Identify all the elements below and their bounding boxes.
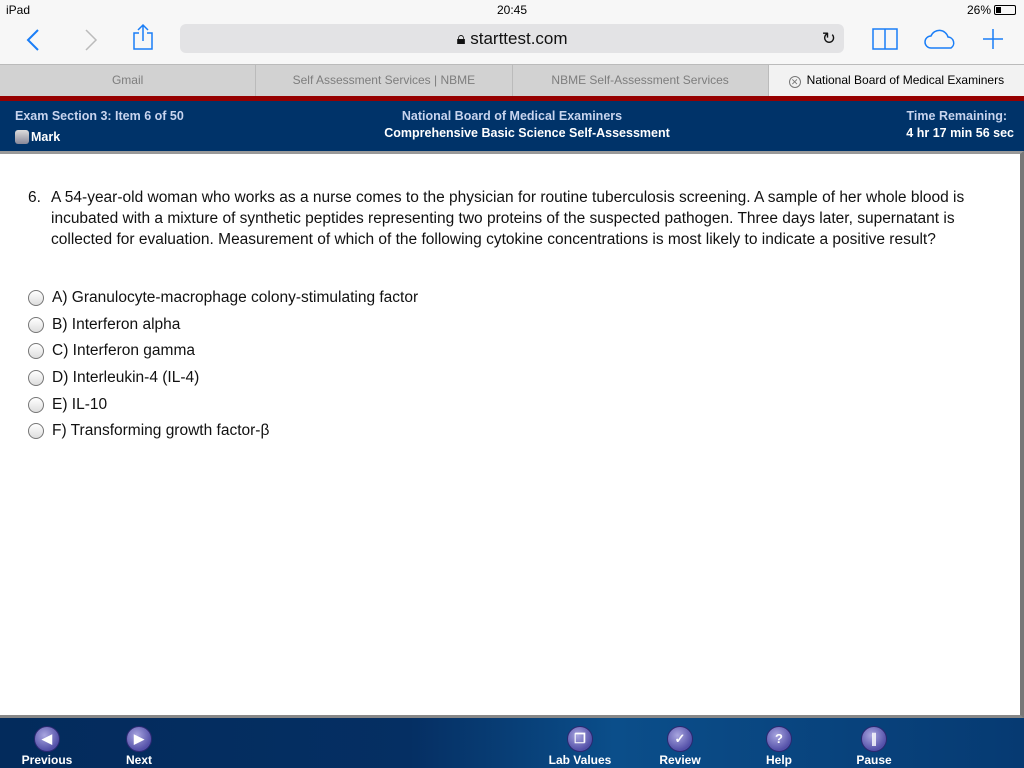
lab-values-button[interactable]	[540, 726, 620, 767]
help-button[interactable]	[739, 726, 819, 767]
next-label: Next	[125, 753, 152, 767]
previous-button[interactable]	[7, 726, 87, 767]
tab-nbme-self-assessment[interactable]: NBME Self-Assessment Services	[513, 65, 769, 96]
battery-indicator	[967, 3, 1016, 17]
tab-nbme-active[interactable]	[769, 65, 1024, 96]
radio-button[interactable]	[28, 370, 44, 386]
share-icon[interactable]	[132, 23, 154, 51]
cloud-icon[interactable]	[923, 28, 959, 50]
option-label: C) Interferon gamma	[52, 342, 195, 360]
question-number: 6.	[28, 189, 41, 206]
pause-label: Pause	[856, 753, 892, 767]
option-a[interactable]	[28, 285, 418, 312]
lab-values-label: Lab Values	[548, 753, 612, 767]
option-c[interactable]	[28, 338, 418, 365]
help-label: Help	[765, 753, 792, 767]
tab-gmail[interactable]: Gmail	[0, 65, 256, 96]
radio-button[interactable]	[28, 343, 44, 359]
option-label: B) Interferon alpha	[52, 315, 181, 333]
radio-button[interactable]	[28, 397, 44, 413]
next-button[interactable]	[99, 726, 179, 767]
url-text: starttest.com	[470, 29, 568, 48]
previous-label: Previous	[21, 753, 73, 767]
answer-options	[28, 285, 418, 445]
reload-icon[interactable]: ↻	[821, 29, 836, 48]
exam-footer	[0, 718, 1024, 768]
pause-icon: ∥	[861, 726, 887, 752]
option-label: D) Interleukin-4 (IL-4)	[52, 369, 200, 387]
option-d[interactable]	[28, 365, 418, 392]
battery-percent: 26%	[966, 3, 991, 17]
exam-header	[0, 101, 1024, 151]
time-label: Time Remaining:	[906, 109, 1007, 123]
battery-icon	[994, 5, 1016, 15]
pause-button[interactable]	[834, 726, 914, 767]
option-e[interactable]	[28, 391, 418, 418]
option-label: F) Transforming growth factor-β	[52, 422, 270, 440]
org-title: National Board of Medical Examiners	[401, 109, 623, 123]
option-label: A) Granulocyte-macrophage colony-stimulating factor	[52, 289, 419, 307]
item-indicator: Exam Section 3: Item 6 of 50	[15, 109, 184, 123]
question-text: A 54-year-old woman who works as a nurse comes to the physician for routine tuberculosis screening. A sample of her whole blood is incubated with a mixture of synthetic peptides representing two proteins of the suspected pathogen. Three days later, supernatant is collected for evaluation. Measurement of which of the following cytokine concentrations is most likely to indicate a positive result?	[51, 189, 965, 248]
clock: 20:45	[496, 3, 528, 17]
previous-icon: ◀	[34, 726, 60, 752]
next-icon: ▶	[126, 726, 152, 752]
review-label: Review	[659, 753, 701, 767]
radio-button[interactable]	[28, 290, 44, 306]
forward-icon[interactable]	[84, 28, 98, 52]
question-stem	[28, 187, 998, 250]
back-icon[interactable]	[26, 28, 40, 52]
time-remaining: 4 hr 17 min 56 sec	[906, 126, 1014, 140]
lock-icon: 🔒︎	[456, 29, 471, 48]
review-button[interactable]	[640, 726, 720, 767]
help-icon: ?	[766, 726, 792, 752]
exam-title: Comprehensive Basic Science Self-Assessment	[384, 126, 670, 140]
address-bar[interactable]	[180, 24, 844, 53]
new-tab-icon[interactable]	[982, 28, 1004, 50]
device-name: iPad	[6, 3, 31, 17]
option-f[interactable]	[28, 418, 418, 445]
tab-bar	[0, 64, 1024, 96]
status-bar	[0, 0, 1024, 20]
question-panel	[0, 151, 1024, 718]
bookmarks-icon[interactable]	[871, 27, 899, 51]
tab-self-assessment-services[interactable]: Self Assessment Services | NBME	[256, 65, 512, 96]
tab-label: National Board of Medical Examiners	[806, 73, 1005, 87]
close-tab-icon[interactable]: ✕	[789, 76, 801, 88]
checkmark-icon: ✓	[667, 726, 693, 752]
browser-toolbar	[0, 20, 1024, 64]
radio-button[interactable]	[28, 423, 44, 439]
option-label: E) IL-10	[52, 395, 108, 413]
radio-button[interactable]	[28, 317, 44, 333]
lab-values-icon: ❐	[567, 726, 593, 752]
option-b[interactable]	[28, 312, 418, 339]
mark-label: Mark	[31, 130, 61, 144]
